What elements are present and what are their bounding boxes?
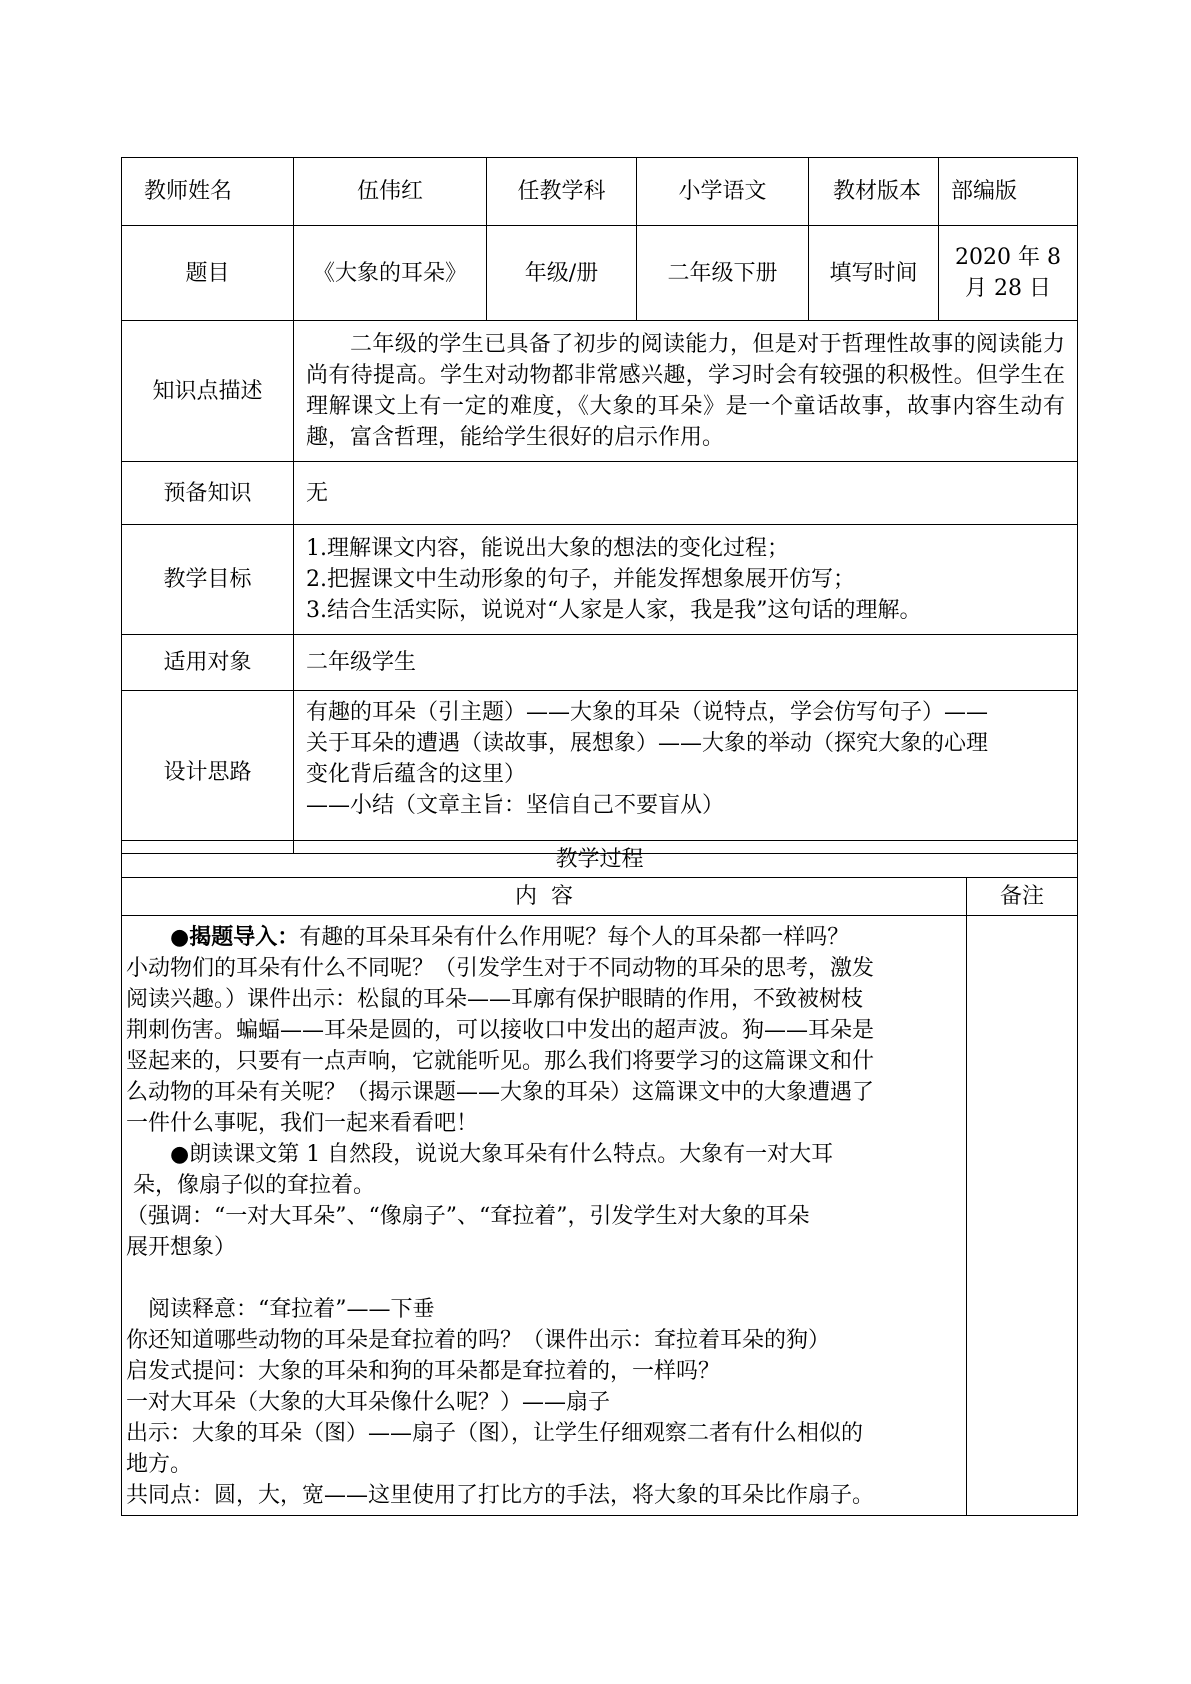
topic-label: 题目: [122, 226, 294, 321]
content-line: 共同点：圆，大，宽——这里使用了打比方的手法，将大象的耳朵比作扇子。: [126, 1483, 875, 1508]
emphasis-line: （强调：“一对大耳朵”、“像扇子”、“耷拉着”，引发学生对大象的耳朵: [126, 1204, 810, 1229]
intro-line: 阅读兴趣。）课件出示：松鼠的耳朵——耳廓有保护眼睛的作用，不致被树枝: [126, 987, 864, 1012]
content-line: 启发式提问：大象的耳朵和狗的耳朵都是耷拉着的，一样吗？: [126, 1359, 721, 1384]
emphasis-line: 展开想象）: [126, 1235, 237, 1260]
design-label: 设计思路: [122, 691, 294, 854]
textbook-label: 教材版本: [809, 158, 939, 226]
read-instruction: ●朗读课文第 1 自然段，说说大象耳朵有什么特点。大象有一对大耳: [170, 1142, 834, 1167]
intro-line: 小动物们的耳朵有什么不同呢？（引发学生对于不同动物的耳朵的思考，激发: [126, 956, 875, 981]
blank-line: [126, 1263, 960, 1294]
date-label: 填写时间: [809, 226, 939, 321]
content-line: 你还知道哪些动物的耳朵是耷拉着的吗？（课件出示：耷拉着耳朵的狗）: [126, 1328, 831, 1353]
lesson-info-table: [121, 157, 1078, 854]
design-line: ——小结（文章主旨：坚信自己不要盲从）: [306, 793, 725, 818]
process-title: 教学过程: [122, 841, 1078, 878]
intro-line: 荆刺伤害。蝙蝠——耳朵是圆的，可以接收口中发出的超声波。狗——耳朵是: [126, 1018, 875, 1043]
textbook-value: 部编版: [939, 158, 1078, 226]
goal-item: 3.结合生活实际，说说对“人家是人家，我是我”这句话的理解。: [306, 598, 922, 623]
teaching-process-table: [121, 840, 1078, 1516]
intro-line: 一件什么事呢，我们一起来看看吧！: [126, 1111, 479, 1136]
teacher-name: 伍伟红: [294, 158, 487, 226]
bullet-icon: ●: [170, 925, 190, 950]
word-meaning: 阅读释意：“耷拉着”——下垂: [148, 1297, 435, 1322]
teacher-label: 教师姓名: [122, 158, 294, 226]
design-text: [294, 691, 1078, 854]
intro-line: ●揭题导入：有趣的耳朵耳朵有什么作用呢？每个人的耳朵都一样吗？: [170, 924, 850, 950]
audience-value: 二年级学生: [294, 635, 1078, 691]
grade-label: 年级/册: [487, 226, 637, 321]
intro-line: 么动物的耳朵有关呢？（揭示课题——大象的耳朵）这篇课文中的大象遭遇了: [126, 1080, 875, 1105]
content-line: 地方。: [126, 1452, 193, 1477]
notes-cell: [967, 916, 1078, 1516]
read-instruction: 朵，像扇子似的耷拉着。: [126, 1173, 375, 1198]
date-value: 2020 年 8 月 28 日: [939, 226, 1078, 321]
design-line: 变化背后蕴含的这里）: [306, 762, 527, 787]
design-line: 关于耳朵的遭遇（读故事，展想象）——大象的举动（探究大象的心理: [306, 731, 989, 756]
knowledge-text: 二年级的学生已具备了初步的阅读能力，但是对于哲理性故事的阅读能力尚有待提高。学生对动物都非常感兴趣，学习时会有较强的积极性。但学生在理解课文上有一定的难度，《大象的耳朵》是一个童话故事，故事内容生动有趣，富含哲理，能给学生很好的启示作用。: [294, 321, 1078, 462]
content-header: 内 容: [122, 878, 967, 916]
grade-value: 二年级下册: [637, 226, 809, 321]
goals-list: [294, 525, 1078, 635]
subject-label: 任教学科: [487, 158, 637, 226]
content-line: 出示：大象的耳朵（图）——扇子（图），让学生仔细观察二者有什么相似的: [126, 1421, 864, 1446]
topic-value: 《大象的耳朵》: [294, 226, 487, 321]
content-line: 一对大耳朵（大象的大耳朵像什么呢？）——扇子: [126, 1390, 611, 1415]
intro-line: 竖起来的，只要有一点声响，它就能听见。那么我们将要学习的这篇课文和什: [126, 1049, 875, 1074]
subject-value: 小学语文: [637, 158, 809, 226]
content-body: [122, 916, 967, 1516]
notes-header: 备注: [967, 878, 1078, 916]
intro-heading: 揭题导入：: [189, 924, 300, 950]
prereq-label: 预备知识: [122, 462, 294, 525]
prereq-value: 无: [294, 462, 1078, 525]
audience-label: 适用对象: [122, 635, 294, 691]
goals-label: 教学目标: [122, 525, 294, 635]
design-line: 有趣的耳朵（引主题）——大象的耳朵（说特点，学会仿写句子）——: [306, 700, 989, 725]
goal-item: 1.理解课文内容，能说出大象的想法的变化过程；: [306, 536, 789, 561]
goal-item: 2.把握课文中生动形象的句子，并能发挥想象展开仿写；: [306, 567, 855, 592]
knowledge-label: 知识点描述: [122, 321, 294, 462]
